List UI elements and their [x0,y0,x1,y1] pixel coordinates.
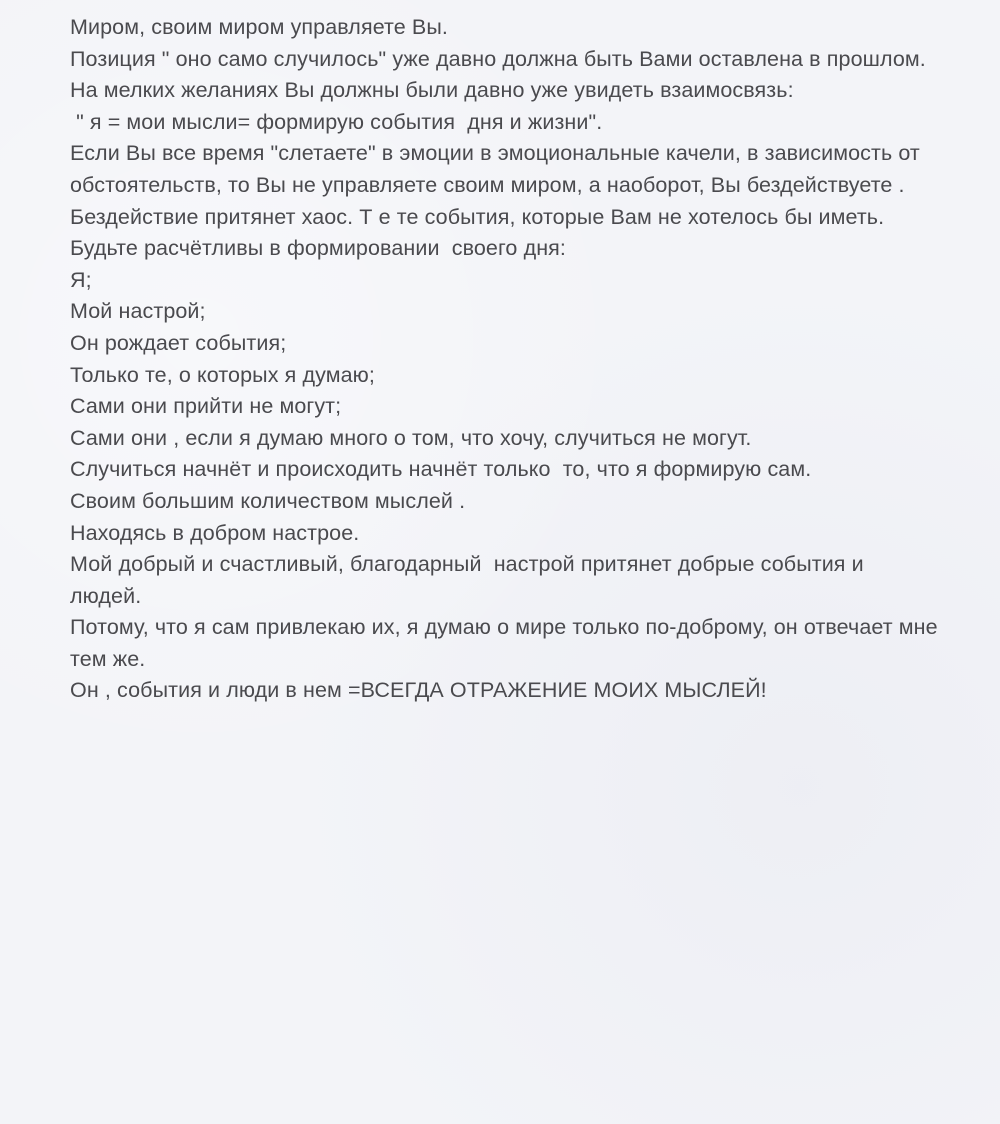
note-line: Только те, о которых я думаю; [70,362,375,387]
note-line: Он , события и люди в нем =ВСЕГДА ОТРАЖЕНИЕ МОИХ МЫСЛЕЙ! [70,678,767,703]
note-line: Находясь в добром настрое. [70,520,360,545]
note-line: Он рождает события; [70,330,287,355]
note-line: Мой добрый и счастливый, благодарный настрой притянет добрые события и людей. [70,552,870,608]
note-line: На мелких желаниях Вы должны были давно уже увидеть взаимосвязь: [70,78,794,103]
note-line: Миром, своим миром управляете Вы. [70,15,448,39]
note-line: Будьте расчётливы в формировании своего дня: [70,236,566,261]
note-line: Бездействие притянет хаос. Т е те события, которые Вам не хотелось бы иметь. [70,204,885,229]
note-line: Потому, что я сам привлекаю их, я думаю о мире только по-доброму, он отвечает мне тем же. [70,615,944,671]
note-line: Сами они , если я думаю много о том, что хочу, случиться не могут. [70,425,752,450]
note-line: Своим большим количеством мыслей . [70,488,466,513]
note-line: " я = мои мысли= формирую события дня и жизни". [70,109,603,134]
note-line: Случиться начнёт и происходить начнёт только то, что я формирую сам. [70,457,812,482]
note-line: Мой настрой; [70,299,206,324]
note-line: Сами они прийти не могут; [70,394,342,419]
note-line: Позиция " оно само случилось" уже давно должна быть Вами оставлена в прошлом. [70,46,926,71]
note-line: Если Вы все время "слетаете" в эмоции в эмоциональные качели, в зависимость от обстоятельств, то Вы не управляете своим миром, а наоборот, Вы бездействуете . [70,141,926,197]
note-body[interactable] [70,12,944,707]
note-line: Я; [70,267,92,292]
